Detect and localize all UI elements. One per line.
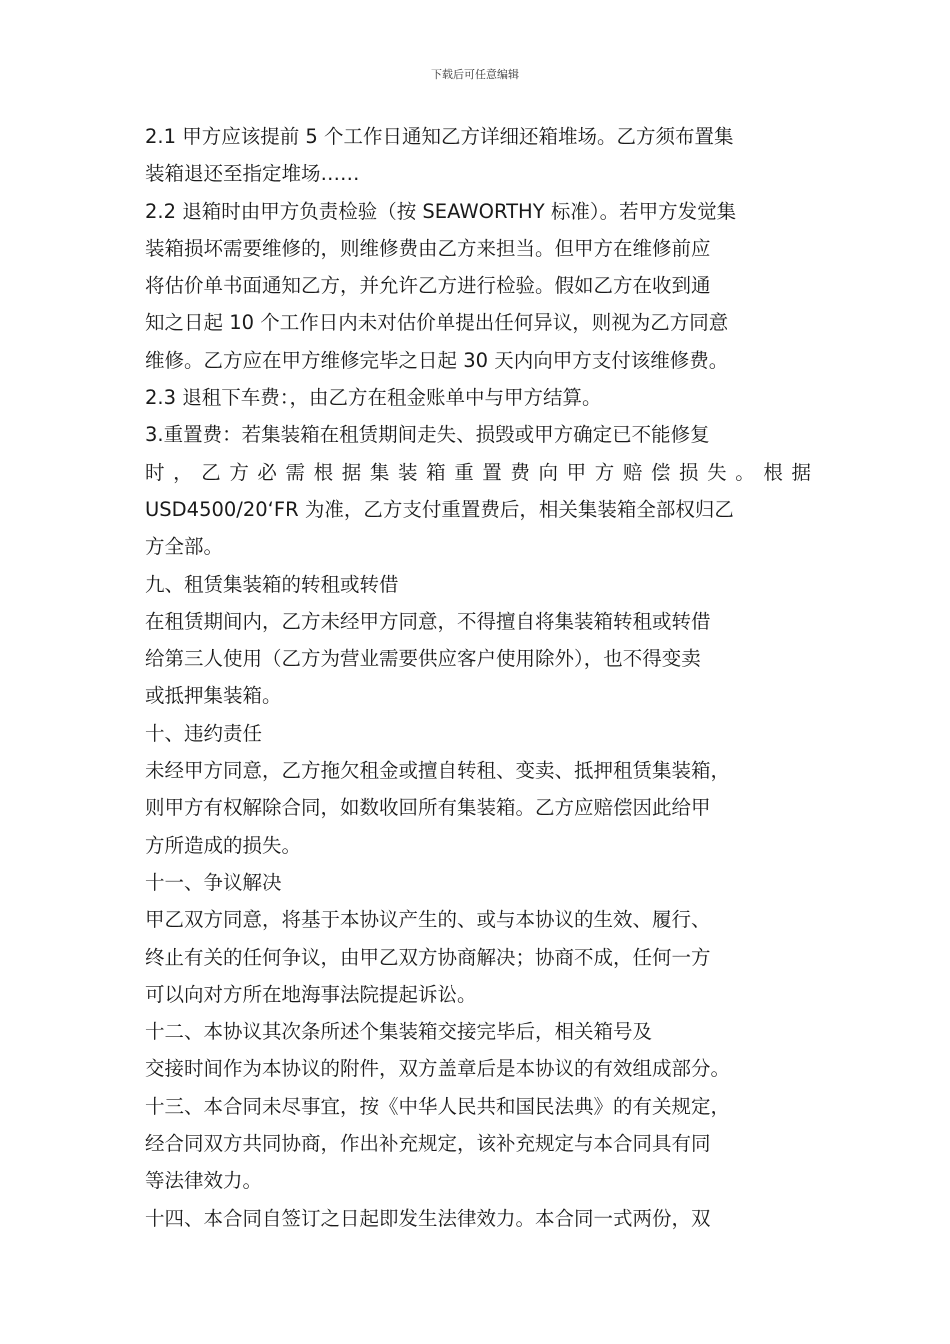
text-line: 方全部。: [145, 535, 224, 559]
text-line: 给第三人使用（乙方为营业需要供应客户使用除外），也不得变卖: [145, 647, 701, 671]
text-line: 十二、本协议其次条所述个集装箱交接完毕后，相关箱号及: [145, 1020, 653, 1044]
text-line: 未经甲方同意，乙方拖欠租金或擅自转租、变卖、抵押租赁集装箱，: [145, 759, 731, 783]
text-line: 等法律效力。: [145, 1169, 263, 1193]
text-line: 将估价单书面通知乙方，并允许乙方进行检验。假如乙方在收到通: [145, 274, 711, 298]
text-line: 维修。乙方应在甲方维修完毕之日起 30 天内向甲方支付该维修费。: [145, 348, 729, 372]
text-line: 甲乙双方同意，将基于本协议产生的、或与本协议的生效、履行、: [145, 908, 711, 932]
text-line: 可以向对方所在地海事法院提起诉讼。: [145, 982, 477, 1006]
section-heading: 十、违约责任: [145, 721, 263, 745]
text-line: 终止有关的任何争议，由甲乙双方协商解决；协商不成，任何一方: [145, 945, 711, 969]
text-line: 2.2 退箱时由甲方负责检验（按 SEAWORTHY 标准）。若甲方发觉集: [145, 199, 737, 223]
text-line: 3.重置费：若集装箱在租赁期间走失、损毁或甲方确定已不能修复: [145, 423, 710, 447]
text-line: 在租赁期间内，乙方未经甲方同意，不得擅自将集装箱转租或转借: [145, 609, 711, 633]
text-line: 交接时间作为本协议的附件，双方盖章后是本协议的有效组成部分。: [145, 1057, 731, 1081]
text-line: 知之日起 10 个工作日内未对估价单提出任何异议，则视为乙方同意: [145, 311, 729, 335]
text-line: 2.1 甲方应该提前 5 个工作日通知乙方详细还箱堆场。乙方须布置集: [145, 125, 734, 148]
section-heading: 九、租赁集装箱的转租或转借: [145, 572, 399, 596]
text-line: 装箱损坏需要维修的，则维修费由乙方来担当。但甲方在维修前应: [145, 236, 711, 260]
text-line: 十四、本合同自签订之日起即发生法律效力。本合同一式两份，双: [145, 1206, 711, 1230]
text-line: 或抵押集装箱。: [145, 684, 282, 708]
document-body: [145, 118, 811, 1237]
text-line: 时，乙方必需根据集装箱重置费向甲方赔偿损失。根据: [145, 460, 811, 484]
text-line: 则甲方有权解除合同，如数收回所有集装箱。乙方应赔偿因此给甲: [145, 796, 711, 820]
text-line: 方所造成的损失。: [145, 833, 302, 857]
text-line: 2.3 退租下车费：，由乙方在租金账单中与甲方结算。: [145, 386, 602, 410]
text-line: 十三、本合同未尽事宜，按《中华人民共和国民法典》的有关规定，: [145, 1094, 731, 1118]
page-header: 下载后可任意编辑: [431, 68, 519, 81]
text-line: 经合同双方共同协商，作出补充规定，该补充规定与本合同具有同: [145, 1132, 711, 1156]
text-line: USD4500/20‘FR 为准，乙方支付重置费后，相关集装箱全部权归乙: [145, 497, 734, 521]
section-heading: 十一、争议解决: [145, 870, 282, 894]
text-line: 装箱退还至指定堆场……: [145, 162, 360, 186]
